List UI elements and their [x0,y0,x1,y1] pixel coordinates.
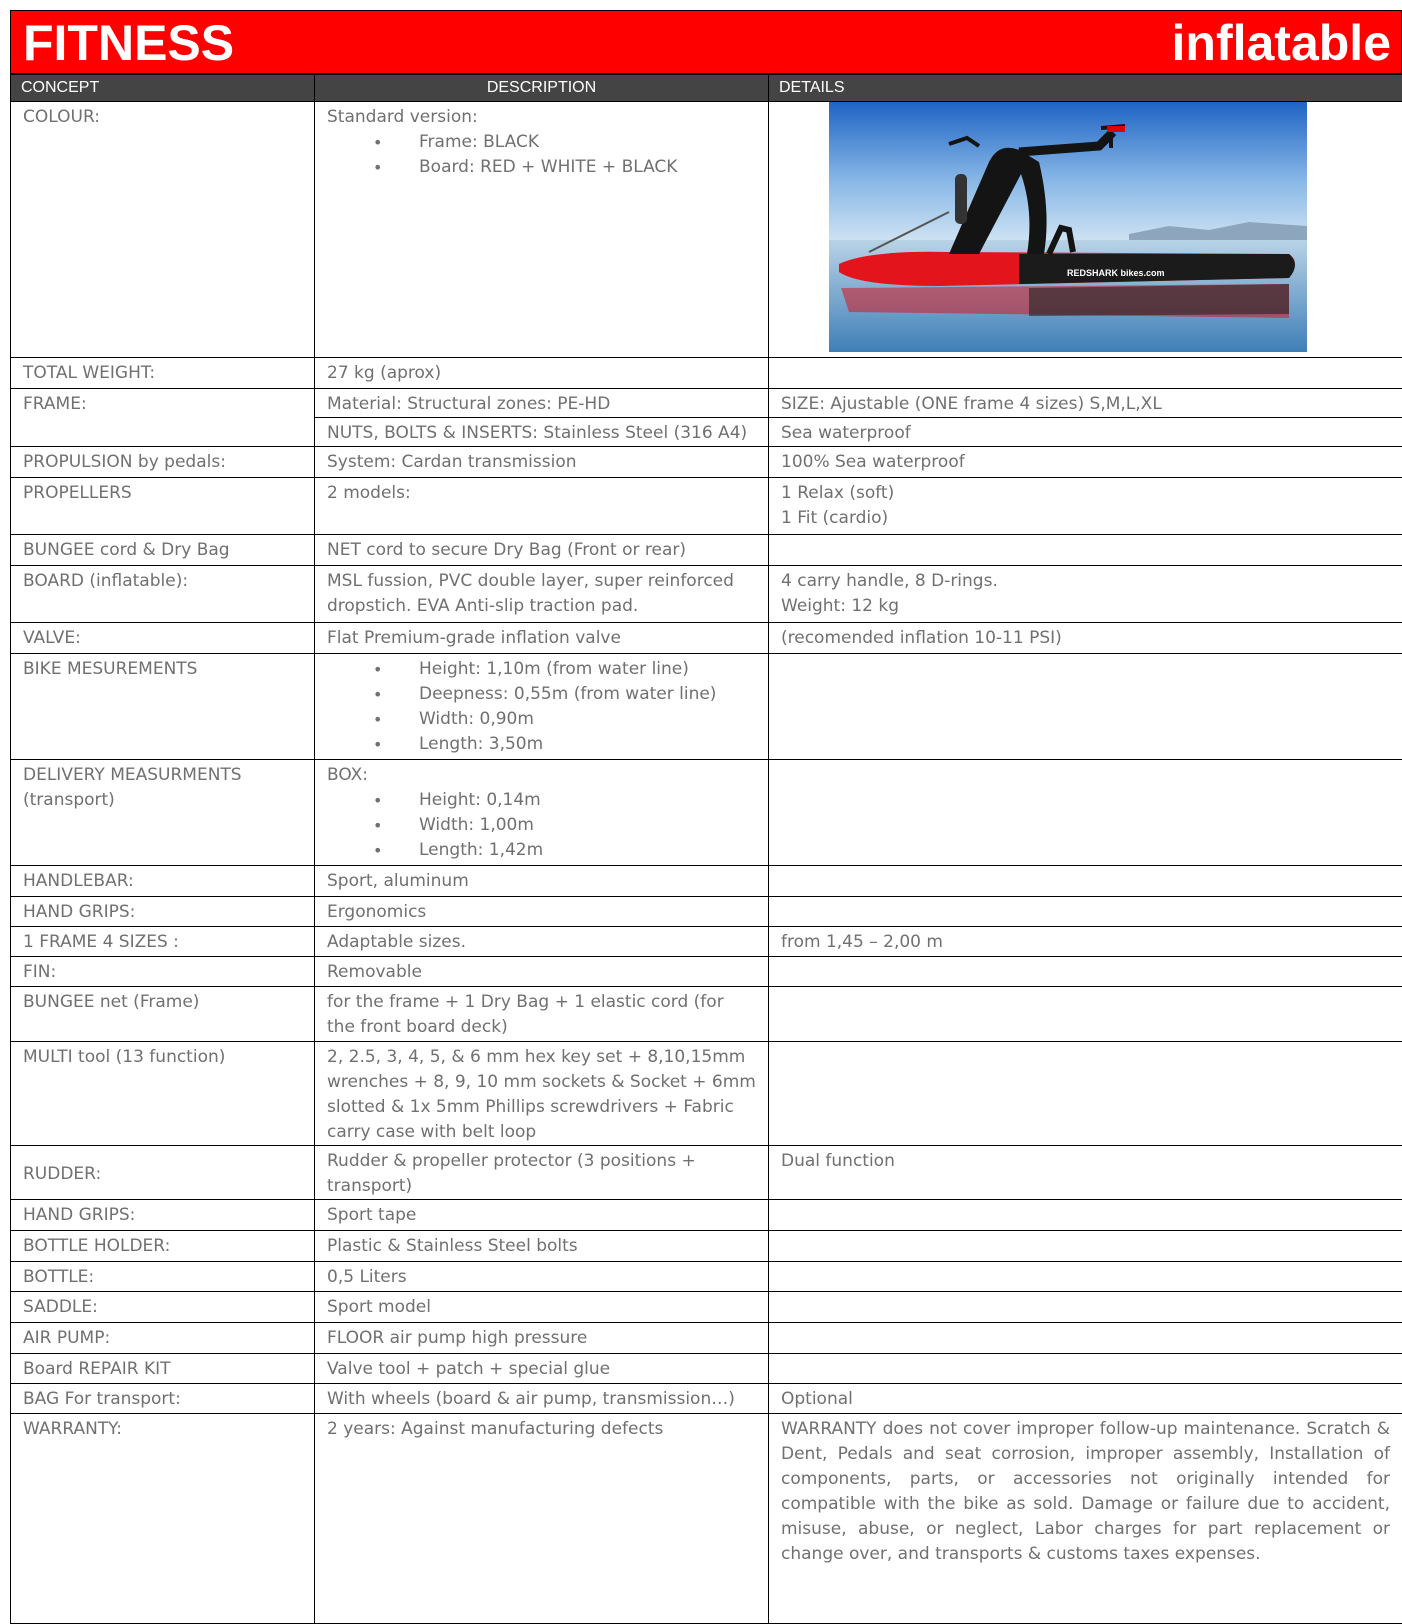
concept-cell: BAG For transport: [11,1384,315,1414]
concept-cell: HANDLEBAR: [11,866,315,897]
concept-cell: Board REPAIR KIT [11,1354,315,1384]
title-left: FITNESS [23,15,234,71]
table-row [11,1354,1402,1384]
list-item: • Height: 1,10m (from water line) [407,657,756,682]
details-cell [769,102,1402,358]
list-item: • Length: 1,42m [407,838,756,863]
concept-cell: VALVE: [11,623,315,654]
concept-cell: TOTAL WEIGHT: [11,358,315,389]
column-header-description: DESCRIPTION [315,75,769,102]
description-cell: Ergonomics [315,897,769,927]
table-row [11,897,1402,927]
list-item: • Frame: BLACK [407,130,756,155]
description-cell [315,760,769,866]
concept-cell: HAND GRIPS: [11,1200,315,1231]
details-cell [769,1231,1402,1262]
table-row [11,478,1402,535]
table-row [11,1042,1402,1146]
concept-cell: WARRANTY: [11,1414,315,1624]
description-cell [315,654,769,760]
description-cell: 2 years: Against manufacturing defects [315,1414,769,1624]
table-row [11,389,1402,418]
list-item: • Width: 0,90m [407,707,756,732]
table-row [11,1200,1402,1231]
list-item: • Board: RED + WHITE + BLACK [407,155,756,180]
description-cell: Sport, aluminum [315,866,769,897]
column-header-concept: CONCEPT [11,75,315,102]
details-cell [769,897,1402,927]
list-item: • Length: 3,50m [407,732,756,757]
table-row [11,1384,1402,1414]
details-cell: Sea waterproof [769,418,1402,447]
details-cell [769,1262,1402,1292]
table-row [11,1262,1402,1292]
details-cell: (recomended inflation 10-11 PSI) [769,623,1402,654]
description-cell: Sport tape [315,1200,769,1231]
description-text: Standard version: [327,105,756,130]
details-cell [769,535,1402,566]
bullet-list [327,130,756,180]
description-cell: Valve tool + patch + special glue [315,1354,769,1384]
title-right: inflatable [1172,15,1391,71]
table-row [11,566,1402,623]
details-cell [769,1323,1402,1354]
concept-cell: BUNGEE net (Frame) [11,987,315,1042]
description-cell: System: Cardan transmission [315,447,769,478]
bullet-list [327,788,756,863]
table-row [11,358,1402,389]
concept-cell: FRAME: [11,389,315,447]
table-row [11,1231,1402,1262]
table-row [11,447,1402,478]
description-cell: FLOOR air pump high pressure [315,1323,769,1354]
details-cell [769,760,1402,866]
description-cell: 0,5 Liters [315,1262,769,1292]
spec-sheet [10,10,1402,1624]
product-photo [829,102,1307,352]
details-line: Weight: 12 kg [781,594,1390,619]
details-cell [769,358,1402,389]
details-cell: SIZE: Ajustable (ONE frame 4 sizes) S,M,L,XL [769,389,1402,418]
details-cell: 100% Sea waterproof [769,447,1402,478]
concept-cell: DELIVERY MEASURMENTS (transport) [11,760,315,866]
description-cell: Sport model [315,1292,769,1323]
description-cell: 2, 2.5, 3, 4, 5, & 6 mm hex key set + 8,10,15mm wrenches + 8, 9, 10 mm sockets & Socket + 6mm slotted & 1x 5mm Phillips screwdrivers + Fabric carry case with belt loop [315,1042,769,1146]
concept-cell: BOARD (inflatable): [11,566,315,623]
table-row [11,1146,1402,1200]
table-row [11,760,1402,866]
table-row [11,1323,1402,1354]
list-item: • Deepness: 0,55m (from water line) [407,682,756,707]
list-item: • Width: 1,00m [407,813,756,838]
details-cell [769,866,1402,897]
concept-cell: PROPULSION by pedals: [11,447,315,478]
table-row [11,1292,1402,1323]
details-cell [769,987,1402,1042]
details-line: 4 carry handle, 8 D-rings. [781,569,1390,594]
details-cell [769,566,1402,623]
description-cell: Material: Structural zones: PE-HD [315,389,769,418]
description-cell: Adaptable sizes. [315,927,769,957]
description-cell: 27 kg (aprox) [315,358,769,389]
list-item: • Height: 0,14m [407,788,756,813]
details-cell [769,1292,1402,1323]
concept-cell: BOTTLE HOLDER: [11,1231,315,1262]
description-cell: 2 models: [315,478,769,535]
column-header-details: DETAILS [769,75,1402,102]
details-cell: Optional [769,1384,1402,1414]
details-cell [769,957,1402,987]
table-row [11,866,1402,897]
concept-cell: BUNGEE cord & Dry Bag [11,535,315,566]
description-cell: for the frame + 1 Dry Bag + 1 elastic cord (for the front board deck) [315,987,769,1042]
description-cell: NUTS, BOLTS & INSERTS: Stainless Steel (316 A4) [315,418,769,447]
description-cell: MSL fussion, PVC double layer, super reinforced dropstich. EVA Anti-slip traction pad. [315,566,769,623]
description-cell: Removable [315,957,769,987]
details-cell [769,478,1402,535]
table-row [11,102,1402,358]
concept-cell: RUDDER: [11,1146,315,1200]
description-cell: With wheels (board & air pump, transmission…) [315,1384,769,1414]
spec-table [10,74,1402,1624]
concept-cell: PROPELLERS [11,478,315,535]
table-row [11,654,1402,760]
details-cell [769,1200,1402,1231]
details-line: 1 Relax (soft) [781,481,1390,506]
concept-cell: BOTTLE: [11,1262,315,1292]
concept-cell: AIR PUMP: [11,1323,315,1354]
table-row [11,623,1402,654]
table-row [11,927,1402,957]
description-cell: Flat Premium-grade inflation valve [315,623,769,654]
board-logo: REDSHARK bikes.com [1067,268,1165,278]
table-row [11,987,1402,1042]
description-text: BOX: [327,763,756,788]
concept-cell: BIKE MESUREMENTS [11,654,315,760]
concept-cell: SADDLE: [11,1292,315,1323]
details-cell [769,1042,1402,1146]
title-banner [10,10,1402,74]
description-cell: NET cord to secure Dry Bag (Front or rear) [315,535,769,566]
details-cell: Dual function [769,1146,1402,1200]
details-cell: WARRANTY does not cover improper follow-up maintenance. Scratch & Dent, Pedals and seat corrosion, improper assembly, Installation of components, parts, or accessories not originally intended for compatible with the bike as sold. Damage or failure due to accident, misuse, abuse, or neglect, Labor charges for part replacement or change over, and transports & customs taxes expenses. [769,1414,1402,1624]
description-cell: Rudder & propeller protector (3 positions + transport) [315,1146,769,1200]
bullet-list [327,657,756,757]
concept-cell: COLOUR: [11,102,315,358]
description-cell [315,102,769,358]
details-line: 1 Fit (cardio) [781,506,1390,531]
table-row [11,1414,1402,1624]
description-cell: Plastic & Stainless Steel bolts [315,1231,769,1262]
concept-cell: 1 FRAME 4 SIZES : [11,927,315,957]
table-header-row [11,75,1402,102]
details-cell [769,1354,1402,1384]
details-cell: from 1,45 – 2,00 m [769,927,1402,957]
table-row [11,535,1402,566]
table-row [11,957,1402,987]
concept-cell: MULTI tool (13 function) [11,1042,315,1146]
concept-cell: FIN: [11,957,315,987]
concept-cell: HAND GRIPS: [11,897,315,927]
details-cell [769,654,1402,760]
